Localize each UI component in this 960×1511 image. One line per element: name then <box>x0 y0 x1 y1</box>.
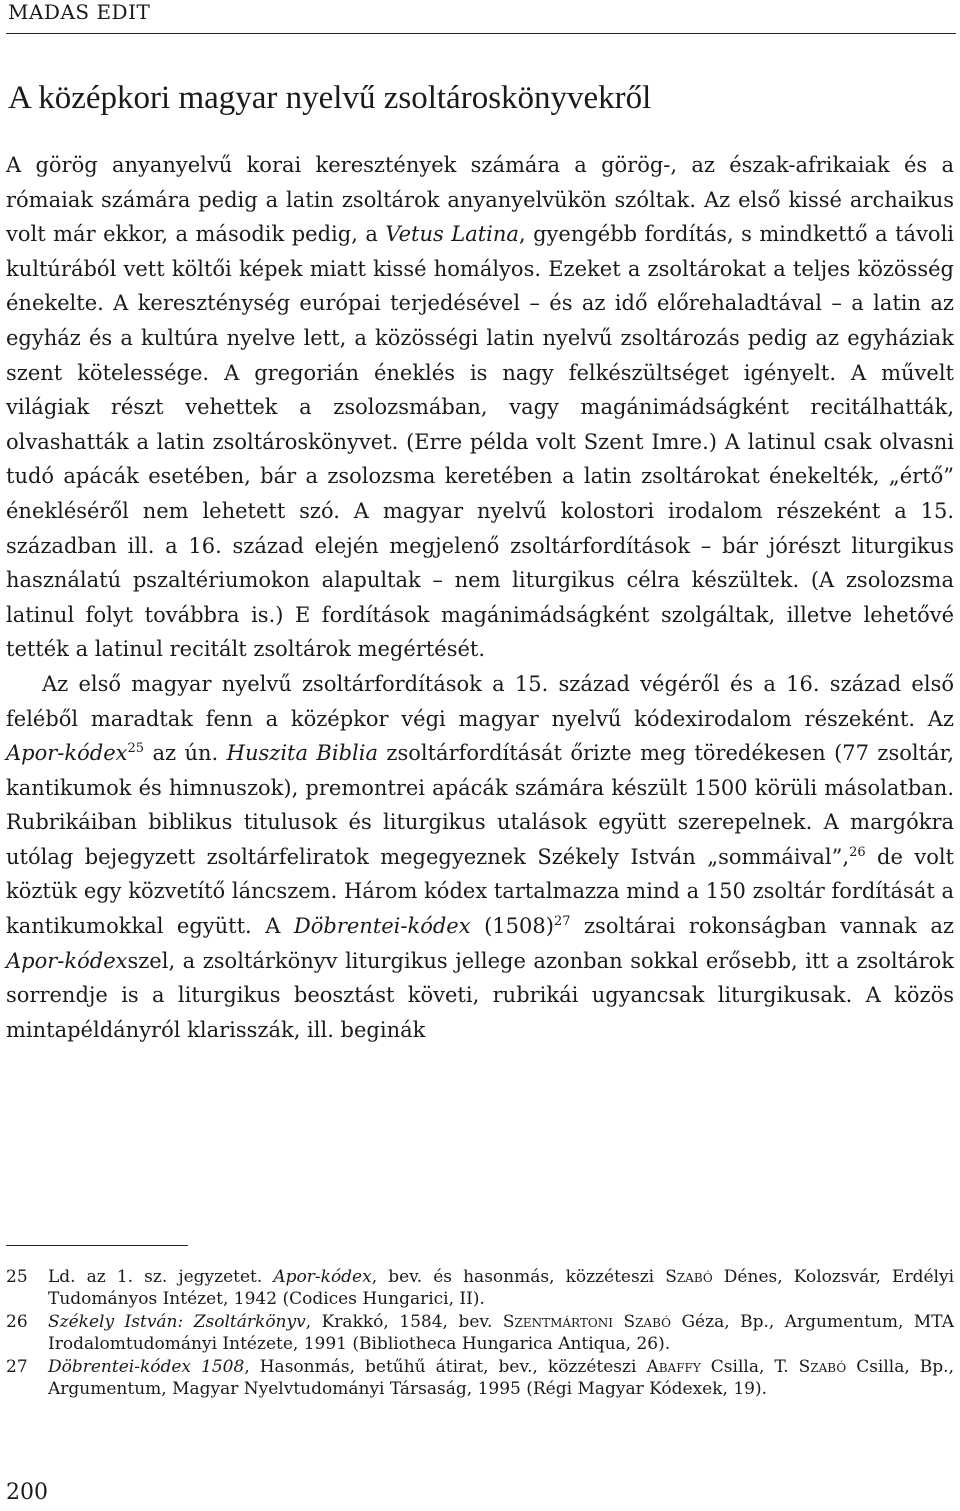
footnote-27 <box>6 1356 954 1400</box>
running-head: MADAS EDIT <box>8 0 151 24</box>
header-rule <box>6 33 956 34</box>
footnote-text: Ld. az 1. sz. jegyzetet. Apor-kódex, bev. és hasonmás, közzéteszi Szabó Dénes, Kolozsvár, Erdélyi Tudományos Intézet, 1942 (Codices Hungarici, II). <box>48 1267 954 1309</box>
paragraph-2: Az első magyar nyelvű zsoltárfordítások a 15. század végéről és a 16. század első feléből maradtak fenn a középkor végi magyar nyelvű kódexirodalom részeként. Az Apor-kódex$^{25}$ az ún. Huszita Biblia zsoltárfordítását őrizte meg töredékesen (77 zsoltár, kantikumok és himnuszok), premontrei apácák számára készült 1500 körüli másolatban. Rubrikáiban biblikus titulusok és liturgikus utalások együtt szerepelnek. A margókra utólag bejegyzett zsoltárfeliratok megegyeznek Székely István „sommáival”,$^{26}$ de volt köztük egy közvetítő láncszem. Három kódex tartalmazza mind a 150 zsoltár fordítását a kantikumokkal együtt. A Döbrentei-kódex $(1508)^{27}$ zsoltárai rokonságban vannak az Apor-kódexszel, a zsoltárkönyv liturgikus jellege azonban sokkal erősebb, itt a zsoltárok sorrendje is a liturgikus beosztást követi, rubrikái ugyancsak liturgikusak. A közös mintapéldányról klarisszák, ill. beginák <box>6 671 955 1042</box>
footnote-text: Döbrentei-kódex 1508, Hasonmás, betűhű átirat, bev., közzéteszi Abaffy Csilla, T. Szabó Csilla, Bp., Argumentum, Magyar Nyelvtudományi Társaság, 1995 (Régi Magyar Kódexek, 19). <box>48 1357 954 1399</box>
footnote-26 <box>6 1311 954 1355</box>
footnote-ref-25[interactable]: 25 <box>127 741 145 757</box>
page-number: 200 <box>6 1480 48 1505</box>
footnote-ref-27[interactable]: 27 <box>553 914 571 930</box>
footnote-number: 26 <box>6 1312 28 1332</box>
footnote-ref-26[interactable]: 26 <box>849 844 866 860</box>
footnote-text: Székely István: Zsoltárkönyv, Krakkó, 1584, bev. Szentmártoni Szabó Géza, Bp., Argumentum, MTA Irodalomtudományi Intézete, 1991 (Bibliotheca Hungarica Antiqua, 26). <box>48 1312 954 1354</box>
chapter-title: A középkori magyar nyelvű zsoltároskönyvekről <box>8 80 652 116</box>
paragraph-1: A görög anyanyelvű korai keresztények számára a görög-, az észak-afrikaiak és a rómaiak számára pedig a latin zsoltárok anyanyelvükön szóltak. Az első kissé archaikus volt már ekkor, a második pedig, a Vetus Latina, gyengébb fordítás, s mindkettő a távoli kultúrából vett költői képek miatt kissé homályos. Ezeket a zsoltárokat a teljes közösség énekelte. A kereszténység európai terjedésével – és az idő előrehaladtával – a latin az egyház és a kultúra nyelve lett, a közösségi latin nyelvű zsoltározás pedig az egyháziak szent kötelessége. A gregorián éneklés is nagy felkészültséget igényelt. A művelt világiak részt vehettek a zsolozsmában, vagy magánimádságként recitálhatták, olvashatták a latin zsoltároskönyvet. (Erre példa volt Szent Imre.) A latinul csak olvasni tudó apácák esetében, bár a zsolozsma keretében a latin zsoltárokat énekelték, „értő” énekléséről nem lehetett szó. A magyar nyelvű kolostori irodalom részeként a 15. században ill. a 16. század elején megjelenő zsoltárfordítások – bár jórészt liturgikus használatú pszaltériumokon alapultak – nem liturgikus célra készültek. (A zsolozsma latinul folyt továbbra is.) E fordítások magánimádságként szolgáltak, illetve lehetővé tették a latinul recitált zsoltárok megértését. <box>6 153 955 662</box>
footnote-rule <box>6 1245 188 1246</box>
footnote-number: 27 <box>6 1357 28 1377</box>
footnote-25 <box>6 1266 954 1310</box>
footnote-number: 25 <box>6 1267 28 1287</box>
footnotes <box>6 1266 954 1401</box>
body-text <box>6 148 954 1047</box>
